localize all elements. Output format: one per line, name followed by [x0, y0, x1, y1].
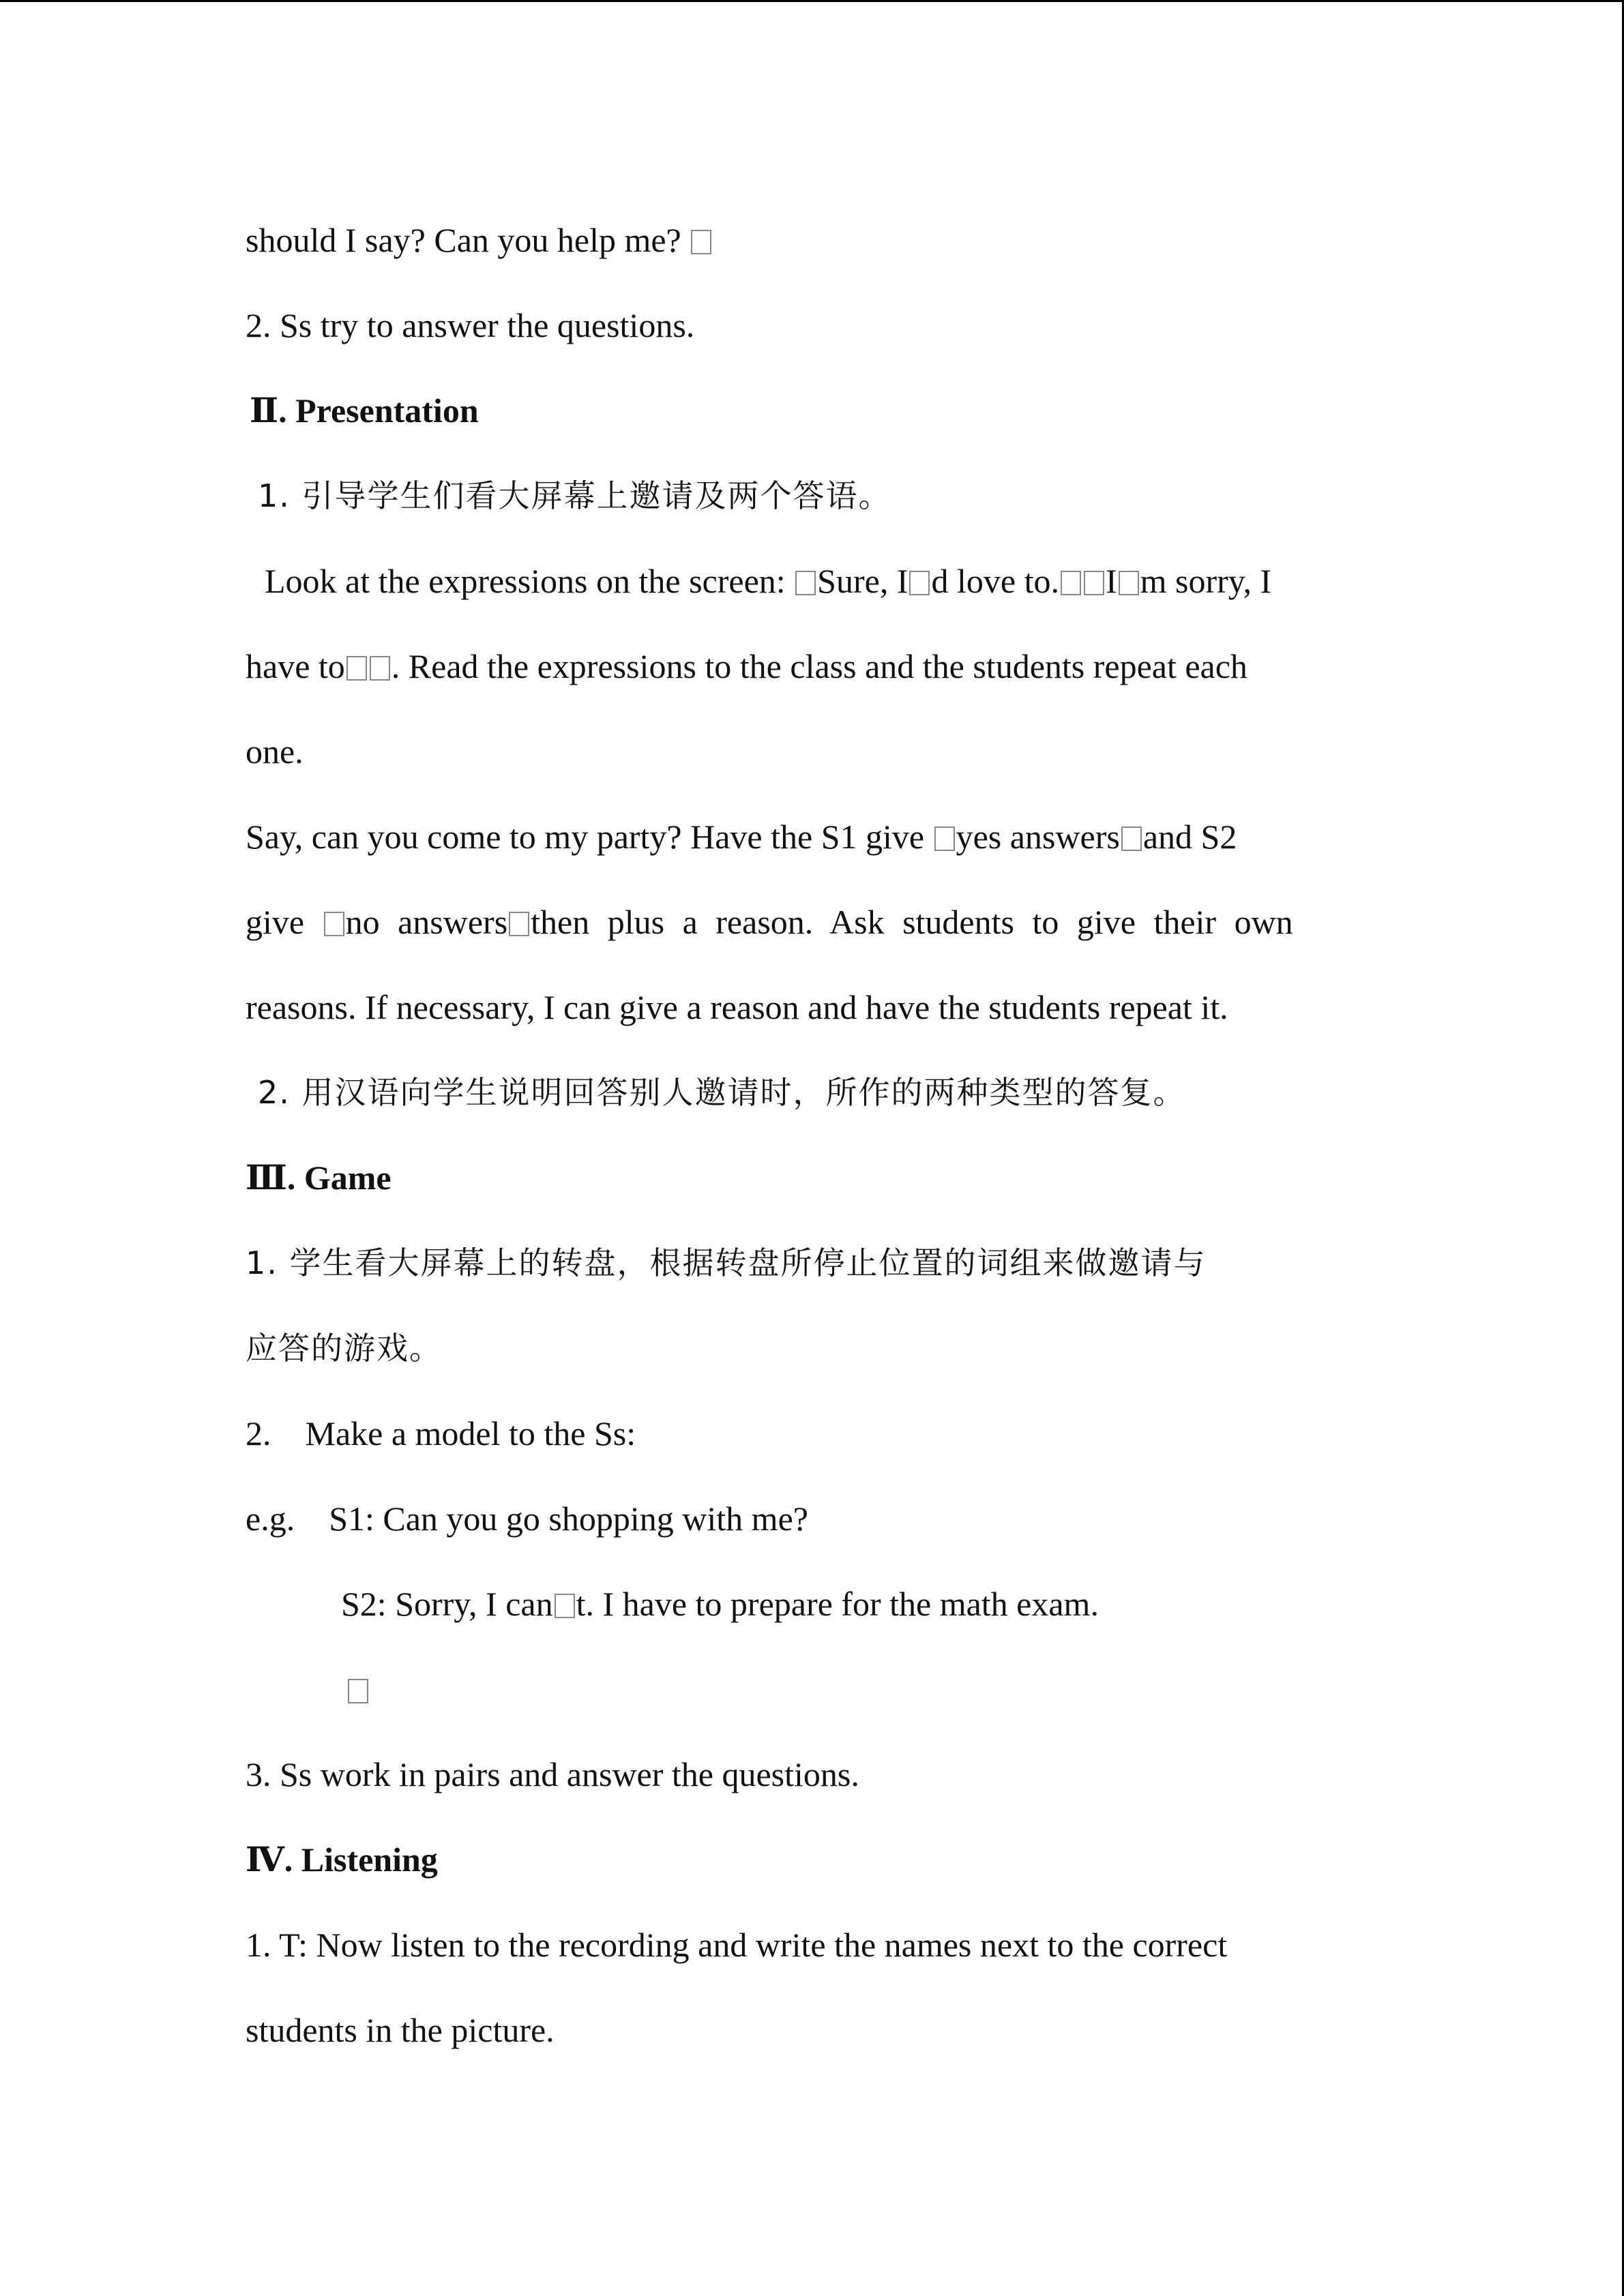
- text-run: t. I have to prepare for the math exam.: [576, 1585, 1099, 1623]
- section-heading-listening: Ⅳ. Listening: [246, 1840, 438, 1879]
- text-run: give: [246, 903, 323, 941]
- section-heading-game: Ⅲ. Game: [246, 1159, 392, 1197]
- text-run: S2: Sorry, I can: [341, 1585, 553, 1623]
- text-run: m sorry, I: [1140, 562, 1272, 600]
- text-line: [246, 816, 1237, 857]
- missing-glyph-icon: [370, 656, 390, 681]
- missing-glyph-icon: [324, 912, 344, 936]
- text-run: Sure, I: [817, 562, 909, 600]
- text-line: [246, 220, 713, 260]
- missing-glyph-icon: [691, 230, 711, 254]
- text-line: 2. Ss try to answer the questions.: [246, 306, 695, 344]
- text-run: should I say? Can you help me?: [246, 221, 681, 259]
- text-run: I: [1105, 562, 1117, 600]
- text-run: and S2: [1142, 818, 1237, 856]
- missing-glyph-icon: [509, 912, 529, 936]
- text-run: Say, can you come to my party? Have the S1 give: [246, 818, 933, 856]
- missing-glyph-icon: [909, 571, 930, 595]
- text-line: students in the picture.: [246, 2011, 555, 2049]
- missing-glyph-icon: [795, 571, 816, 595]
- text-line: one.: [246, 732, 304, 771]
- text-run: Look at the expressions on the screen:: [265, 562, 795, 600]
- missing-glyph-icon: [1061, 571, 1081, 595]
- text-line: reasons. If necessary, I can give a reason and have the students repeat it.: [246, 988, 1228, 1026]
- missing-glyph-icon: [934, 826, 955, 851]
- missing-glyph-icon: [348, 1679, 368, 1703]
- section-heading-presentation: Ⅱ. Presentation: [250, 391, 479, 430]
- text-run: yes answers: [956, 818, 1120, 856]
- text-line: [265, 561, 1379, 601]
- text-line: 1. 学生看大屏幕上的转盘，根据转盘所停止位置的词组来做邀请与: [246, 1244, 1207, 1281]
- text-line: [246, 901, 1293, 942]
- missing-glyph-icon: [1121, 826, 1142, 851]
- text-line: [346, 1669, 370, 1710]
- text-run: d love to.: [931, 562, 1059, 600]
- missing-glyph-icon: [555, 1594, 575, 1618]
- text-line: 2. 用汉语向学生说明回答别人邀请时，所作的两种类型的答复。: [258, 1074, 1186, 1111]
- missing-glyph-icon: [1119, 571, 1139, 595]
- text-run: no answers: [345, 903, 508, 941]
- text-line: 1. 引导学生们看大屏幕上邀请及两个答语。: [258, 477, 891, 514]
- missing-glyph-icon: [1084, 571, 1104, 595]
- text-line: 1. T: Now listen to the recording and write the names next to the correct: [246, 1926, 1228, 1964]
- missing-glyph-icon: [346, 656, 367, 681]
- text-run: have to: [246, 647, 345, 685]
- text-line: 3. Ss work in pairs and answer the questions.: [246, 1755, 859, 1793]
- text-line: 2. Make a model to the Ss:: [246, 1414, 636, 1452]
- text-line: 应答的游戏。: [246, 1330, 442, 1367]
- page-top-border: [0, 0, 1624, 2]
- text-line: e.g. S1: Can you go shopping with me?: [246, 1500, 808, 1538]
- text-run: . Read the expressions to the class and the students repeat each: [391, 647, 1247, 685]
- text-line: [341, 1583, 1099, 1624]
- text-line: [246, 646, 1247, 687]
- text-run: then plus a reason. Ask students to give their own: [531, 903, 1293, 941]
